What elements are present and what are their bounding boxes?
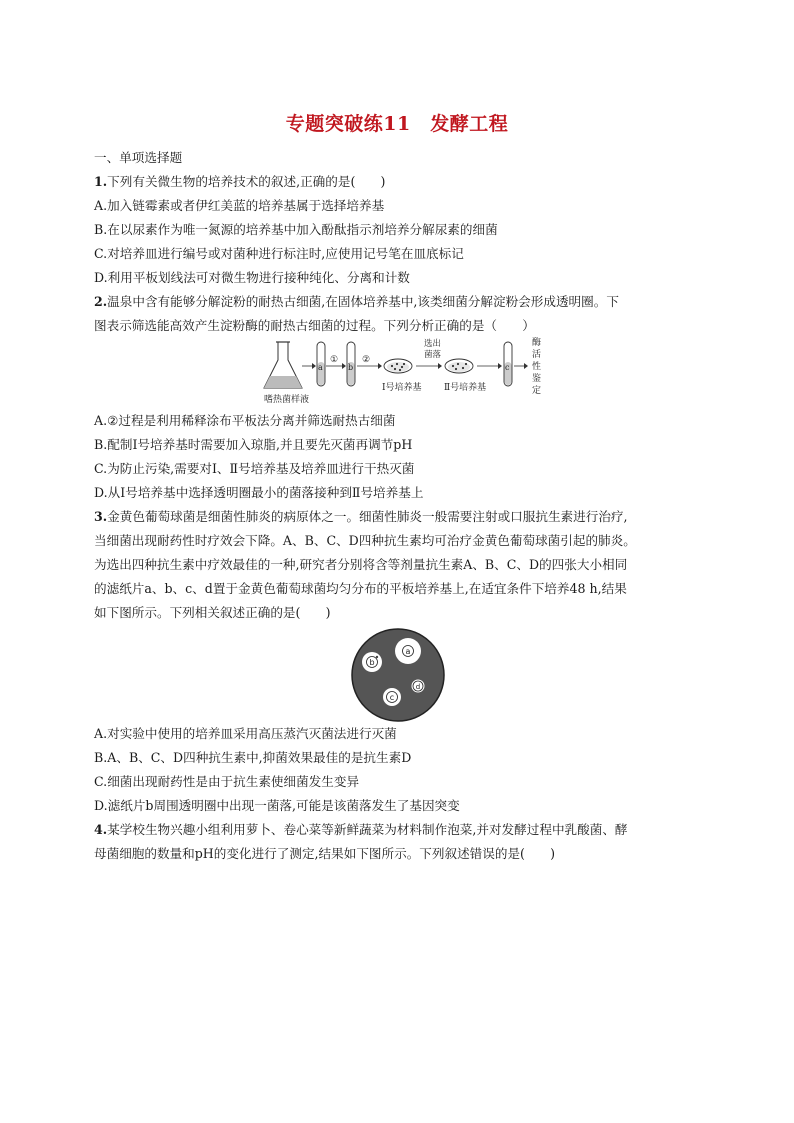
pick-label-line2: 菌落 [424, 350, 442, 360]
screening-process-figure [258, 336, 548, 406]
section-heading: 一、单项选择题 [94, 150, 183, 165]
q3-option-c: C.细菌出现耐药性是由于抗生素使细菌发生变异 [94, 774, 360, 789]
page-title: 专题突破练11 发酵工程 [285, 113, 509, 135]
medium-1-label: Ⅰ号培养基 [382, 383, 422, 393]
q3-option-d: D.滤纸片b周围透明圈中出现一菌落,可能是该菌落发生了基因突变 [94, 798, 460, 813]
question-text: 下列有关微生物的培养技术的叙述,正确的是( ) [107, 174, 386, 189]
question-number: 3. [94, 509, 108, 524]
question-3-stem-line5: 如下图所示。下列相关叙述正确的是( ) [94, 605, 331, 620]
question-number: 4. [94, 822, 108, 837]
disc-c [383, 688, 401, 706]
question-1-stem [94, 172, 704, 192]
svg-text:d: d [415, 683, 421, 691]
flask-label: 嗜热菌样液 [264, 395, 310, 405]
antibiotic-plate-figure [350, 627, 446, 723]
question-number: 1. [94, 174, 108, 189]
question-text: 金黄色葡萄球菌是细菌性肺炎的病原体之一。细菌性肺炎一般需要注射或口服抗生素进行治疗, [107, 509, 628, 524]
svg-text:性: 性 [532, 362, 542, 372]
q2-option-a: A.②过程是利用稀释涂布平板法分离并筛选耐热古细菌 [94, 413, 396, 428]
tube-b-label: b [348, 363, 354, 372]
q1-option-d: D.利用平板划线法可对微生物进行接种纯化、分离和计数 [94, 270, 410, 285]
q3-option-a: A.对实验中使用的培养皿采用高压蒸汽灭菌法进行灭菌 [94, 726, 397, 741]
petri-dish-1-icon [384, 359, 412, 373]
step-2-label: ② [362, 355, 371, 365]
question-3-stem-line2: 当细菌出现耐药性时疗效会下降。A、B、C、D四种抗生素均可治疗金黄色葡萄球菌引起的肺炎。 [94, 533, 636, 548]
enzyme-activity-label [532, 336, 541, 396]
step-1-label: ① [330, 355, 339, 365]
svg-text:定: 定 [532, 386, 542, 396]
petri-dish-2-icon [445, 359, 473, 373]
flask-icon [264, 342, 302, 388]
svg-text:活: 活 [532, 350, 542, 360]
question-number: 2. [94, 294, 108, 309]
question-text: 某学校生物兴趣小组利用萝卜、卷心菜等新鲜蔬菜为材料制作泡菜,并对发酵过程中乳酸菌、酵 [107, 822, 628, 837]
q2-option-d: D.从Ⅰ号培养基中选择透明圈最小的菌落接种到Ⅱ号培养基上 [94, 485, 424, 500]
question-3-stem-line3: 为选出四种抗生素中疗效最佳的一种,研究者分别将含等剂量抗生素A、B、C、D的四张大小相同 [94, 557, 628, 572]
question-2-stem [94, 292, 704, 312]
q1-option-c: C.对培养皿进行编号或对菌种进行标注时,应使用记号笔在皿底标记 [94, 246, 464, 261]
disc-b [362, 652, 382, 672]
q2-option-b: B.配制Ⅰ号培养基时需要加入琼脂,并且要先灭菌再调节pH [94, 437, 413, 452]
svg-text:c: c [389, 693, 395, 702]
svg-text:鉴: 鉴 [532, 374, 542, 384]
tube-c-label: c [505, 363, 510, 372]
svg-text:酶: 酶 [532, 338, 542, 348]
question-3-stem-line4: 的滤纸片a、b、c、d置于金黄色葡萄球菌均匀分布的平板培养基上,在适宜条件下培养48 h,结果 [94, 581, 627, 596]
question-4-stem [94, 820, 704, 840]
q2-option-c: C.为防止污染,需要对Ⅰ、Ⅱ号培养基及培养皿进行干热灭菌 [94, 461, 415, 476]
q1-option-b: B.在以尿素作为唯一氮源的培养基中加入酚酞指示剂培养分解尿素的细菌 [94, 222, 498, 237]
svg-text:a: a [405, 647, 411, 656]
disc-d [412, 680, 425, 693]
question-text: 温泉中含有能够分解淀粉的耐热古细菌,在固体培养基中,该类细菌分解淀粉会形成透明圈。下 [107, 294, 619, 309]
tube-a-label: a [318, 363, 323, 372]
q1-option-a: A.加入链霉素或者伊红美蓝的培养基属于选择培养基 [94, 198, 385, 213]
question-3-stem [94, 507, 704, 527]
disc-a [395, 638, 421, 664]
q3-option-b: B.A、B、C、D四种抗生素中,抑菌效果最佳的是抗生素D [94, 750, 412, 765]
pick-label-line1: 选出 [424, 339, 442, 349]
medium-2-label: Ⅱ号培养基 [444, 383, 487, 393]
question-2-stem-line2: 图表示筛选能高效产生淀粉酶的耐热古细菌的过程。下列分析正确的是（ ） [94, 318, 535, 333]
svg-text:b: b [369, 658, 375, 667]
question-4-stem-line2: 母菌细胞的数量和pH的变化进行了测定,结果如下图所示。下列叙述错误的是( ) [94, 846, 556, 861]
